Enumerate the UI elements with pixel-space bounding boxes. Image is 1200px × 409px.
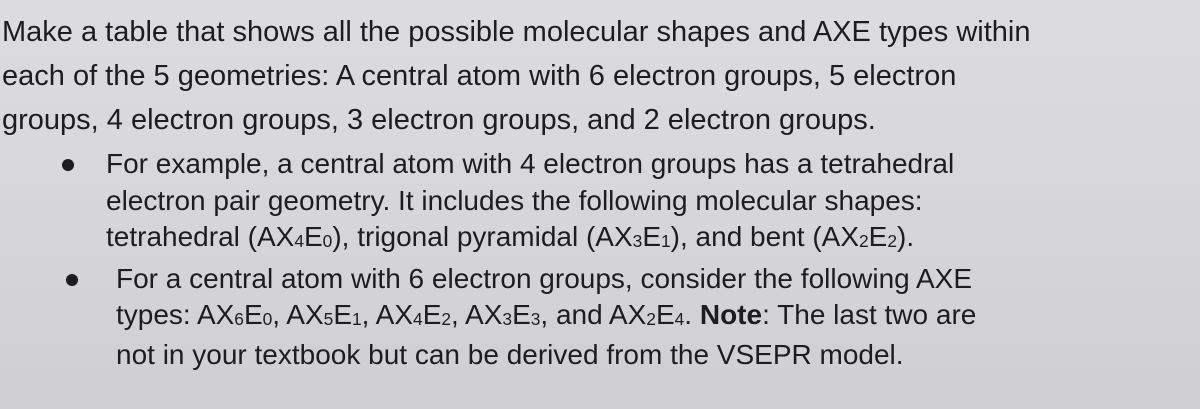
bullet-dot-icon xyxy=(62,159,74,171)
text-run: E xyxy=(655,299,675,330)
bullet-2-line-3: not in your textbook but can be derived from the VSEPR model. xyxy=(116,338,904,370)
bullet-2-line-2 xyxy=(116,299,976,330)
text-run: , AX xyxy=(272,299,324,330)
bullet-list xyxy=(0,146,1200,373)
bullet-1-line-2: electron pair geometry. It includes the following molecular shapes: xyxy=(106,184,923,216)
intro-paragraph xyxy=(2,10,1198,142)
intro-line-3: groups, 4 electron groups, 3 electron groups, and 2 electron groups. xyxy=(2,104,876,136)
subscript: 6 xyxy=(234,308,244,329)
text-run: E xyxy=(303,221,323,252)
text-run: , AX xyxy=(451,299,503,330)
bullet-item-six-groups xyxy=(0,261,1200,374)
subscript: 1 xyxy=(352,308,362,329)
text-run: E xyxy=(243,299,263,330)
subscript: 2 xyxy=(887,230,898,251)
bullet-1-line-3 xyxy=(106,221,914,252)
text-run: , and AX xyxy=(540,299,647,330)
text-run: tetrahedral (AX xyxy=(106,221,295,252)
subscript: 1 xyxy=(661,230,671,251)
note-label: Note xyxy=(699,299,763,330)
text-run: ), trigonal pyramidal (AX xyxy=(332,221,633,252)
subscript: 3 xyxy=(530,308,541,329)
bullet-1-line-1: For example, a central atom with 4 electron groups has a tetrahedral xyxy=(106,148,955,179)
text-run: , AX xyxy=(361,299,414,330)
subscript: 4 xyxy=(413,308,423,329)
subscript: 5 xyxy=(323,308,334,329)
text-run: E xyxy=(422,299,442,330)
text-run: E xyxy=(642,221,662,252)
text-run: ). xyxy=(897,221,915,252)
bullet-2-line-1: For a central atom with 6 electron groups, consider the following AXE xyxy=(116,262,972,294)
bullet-text xyxy=(116,261,1176,374)
subscript: 2 xyxy=(646,308,656,329)
text-run: types: AX xyxy=(116,299,235,330)
subscript: 4 xyxy=(674,308,685,329)
intro-line-2: each of the 5 geometries: A central atom with 6 electron groups, 5 electron xyxy=(2,60,957,92)
subscript: 3 xyxy=(632,230,643,251)
subscript: 3 xyxy=(502,308,513,329)
subscript: 0 xyxy=(322,230,333,251)
subscript: 2 xyxy=(441,308,452,329)
text-run: ), and bent (AX xyxy=(670,221,860,252)
subscript: 4 xyxy=(294,230,304,251)
bullet-dot-icon xyxy=(66,274,78,286)
bullet-text xyxy=(106,146,1166,259)
subscript: 0 xyxy=(262,308,273,329)
text-run: : The last two are xyxy=(762,299,977,330)
bullet-item-example xyxy=(0,146,1200,259)
text-run: E xyxy=(868,221,888,252)
text-run: E xyxy=(333,299,353,330)
intro-line-1: Make a table that shows all the possible molecular shapes and AXE types within xyxy=(2,16,1031,48)
text-run: E xyxy=(512,299,531,330)
subscript: 2 xyxy=(859,230,869,251)
text-run: . xyxy=(684,299,700,330)
